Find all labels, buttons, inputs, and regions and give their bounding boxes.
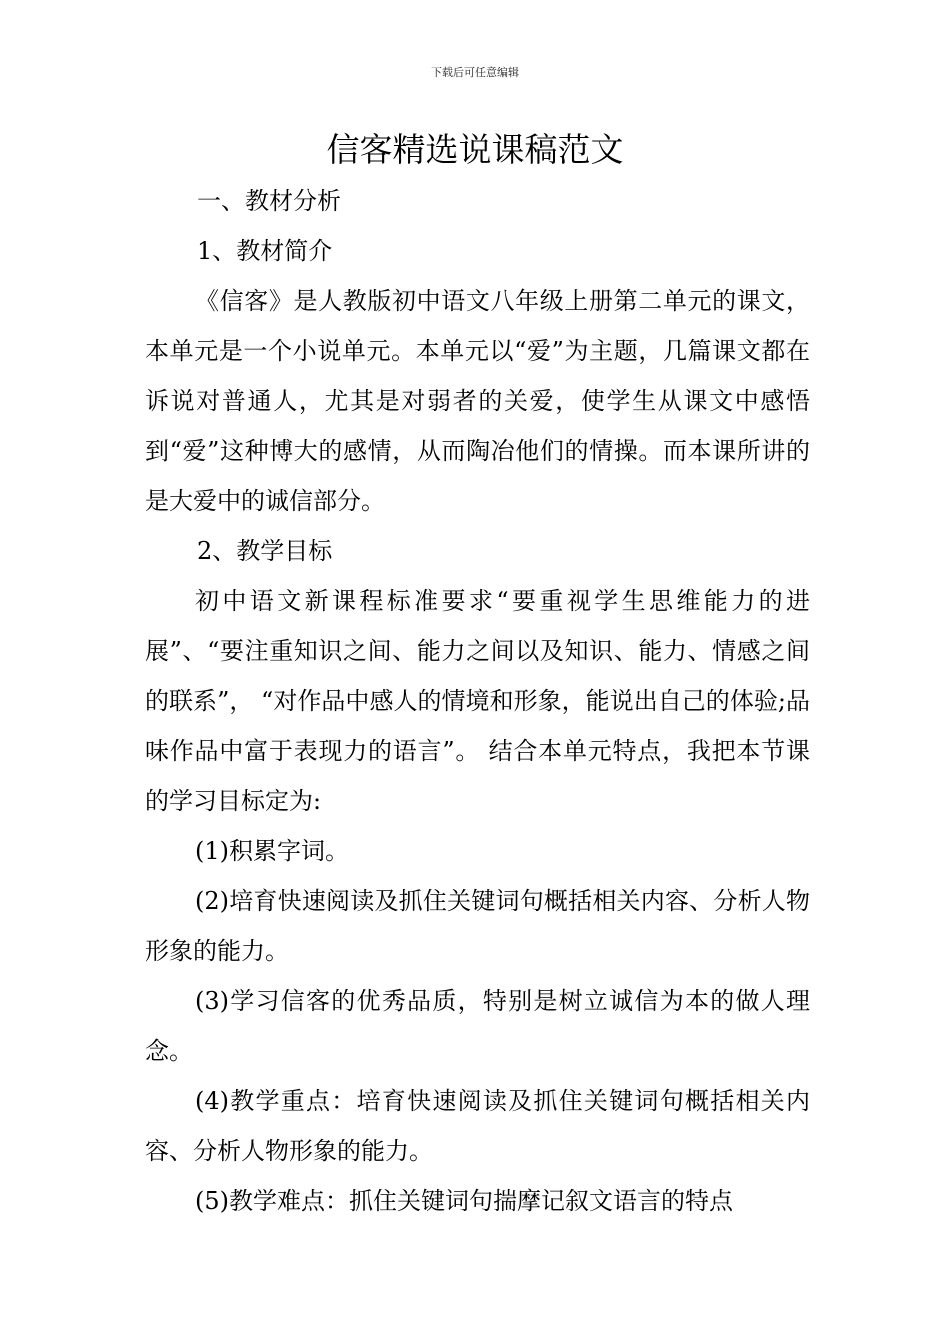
subheading-teaching-goals: 2、教学目标 [197,537,333,565]
document-body [145,176,810,1226]
header-note: 下载后可任意编辑 [431,66,519,79]
paragraph-intro: 《信客》是人教版初中语文八年级上册第二单元的课文，本单元是一个小说单元。本单元以“爱”为主题，几篇课文都在诉说对普通人，尤其是对弱者的关爱，使学生从课文中感悟到“爱”这种博大的感情，从而陶冶他们的情操。而本课所讲的是大爱中的诚信部分。 [145,287,810,515]
goal-item-4: (4)教学重点：培育快速阅读及抓住关键词句概括相关内容、分析人物形象的能力。 [145,1087,810,1165]
subheading-textbook-intro: 1、教材简介 [197,237,333,265]
goal-item-3: (3)学习信客的优秀品质，特别是树立诚信为本的做人理念。 [145,987,810,1065]
goal-item-2: (2)培育快速阅读及抓住关键词句概括相关内容、分析人物形象的能力。 [145,887,810,965]
goal-item-5: (5)教学难点：抓住关键词句揣摩记叙文语言的特点 [195,1187,733,1215]
paragraph-curriculum-standard: 初中语文新课程标准要求“要重视学生思维能力的进展”、“要注重知识之间、能力之间以及知识、能力、情感之间的联系”， “对作品中感人的情境和形象，能说出自己的体验;品味作品中富于表现力的语言”。 结合本单元特点，我把本节课的学习目标定为: [145,587,810,815]
goal-item-1: (1)积累字词。 [195,837,349,865]
section-heading-textbook-analysis: 一、教材分析 [197,187,341,215]
document-title: 信客精选说课稿范文 [326,130,624,169]
